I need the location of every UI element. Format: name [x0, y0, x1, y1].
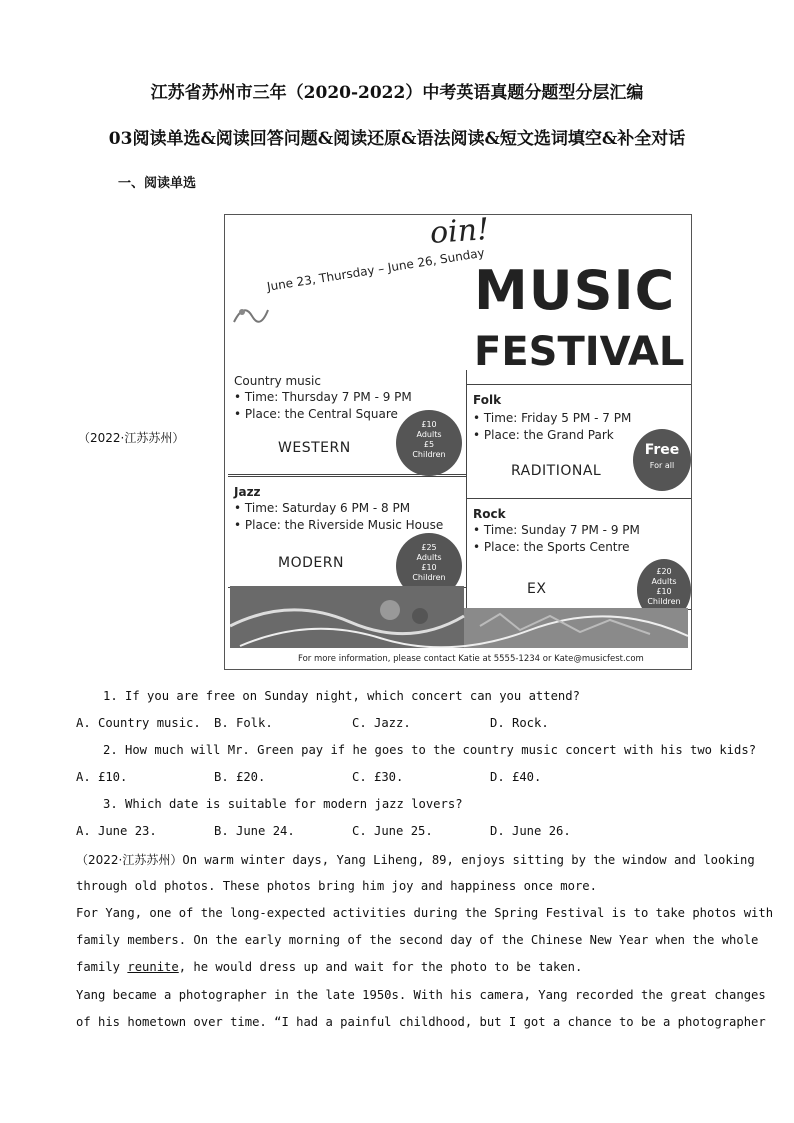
passage-line-7: of his hometown over time. “I had a painful childhood, but I got a chance to be a photographer [76, 1015, 766, 1029]
folk-time: • Time: Friday 5 PM - 7 PM [473, 411, 632, 425]
q1-option-d: D. Rock. [490, 716, 549, 730]
q1-option-b: B. Folk. [214, 716, 273, 730]
section-heading: 一、阅读单选 [118, 176, 197, 191]
q2-option-b: B. £20. [214, 770, 266, 784]
jazz-place: • Place: the Riverside Music House [234, 518, 444, 532]
poster-title-festival: FESTIVAL [474, 329, 685, 375]
free-label: For all [649, 461, 675, 470]
q3-option-a: A. June 23. [76, 824, 157, 838]
question-1-stem: 1. If you are free on Sunday night, which concert can you attend? [103, 689, 580, 703]
country-genre: Country music [234, 374, 321, 388]
document-subtitle: 03阅读单选&阅读回答问题&阅读还原&语法阅读&短文选词填空&补全对话 [108, 129, 686, 149]
passage-line-4: family members. On the early morning of the second day of the Chinese New Year when the whole [76, 933, 759, 947]
poster-contact: For more information, please contact Katie at 5555-1234 or Kate@musicfest.com [298, 654, 644, 664]
price-adult-label: Adults [651, 577, 677, 586]
free-text: Free [644, 442, 680, 458]
country-music-box [228, 370, 467, 475]
jazz-tag: MODERN [278, 555, 344, 571]
country-tag: WESTERN [278, 440, 351, 456]
question-source: （2022·江苏苏州） [78, 431, 185, 445]
price-adult-label: Adults [416, 430, 442, 439]
price-child-label: Children [647, 597, 681, 606]
passage-line-5 [76, 960, 582, 974]
q1-option-c: C. Jazz. [352, 716, 411, 730]
passage-line-6: Yang became a photographer in the late 1950s. With his camera, Yang recorded the great changes [76, 988, 766, 1002]
jazz-genre: Jazz [234, 485, 261, 499]
poster-join-text: oin! [428, 211, 491, 252]
rock-time: • Time: Sunday 7 PM - 9 PM [473, 523, 640, 537]
price-adult: £10 [421, 420, 437, 429]
price-child-label: Children [412, 573, 446, 582]
rock-tag: EX [527, 581, 547, 597]
passage-line-2: through old photos. These photos bring him joy and happiness once more. [76, 879, 597, 893]
music-festival-poster [224, 206, 694, 672]
folk-free-badge [633, 429, 691, 491]
q3-option-d: D. June 26. [490, 824, 571, 838]
rock-genre: Rock [473, 507, 506, 521]
q3-option-c: C. June 25. [352, 824, 433, 838]
q2-option-a: A. £10. [76, 770, 128, 784]
q2-option-c: C. £30. [352, 770, 404, 784]
rock-place: • Place: the Sports Centre [473, 540, 630, 554]
folk-box [466, 384, 691, 500]
price-adult: £25 [421, 543, 437, 552]
question-3-stem: 3. Which date is suitable for modern jazz lovers? [103, 797, 463, 811]
folk-tag: RADITIONAL [511, 463, 602, 479]
underlined-word: reunite [127, 960, 179, 974]
price-child: £10 [656, 587, 672, 596]
price-child-label: Children [412, 450, 446, 459]
jazz-box [228, 476, 467, 588]
q2-option-d: D. £40. [490, 770, 542, 784]
passage-line-3: For Yang, one of the long-expected activities during the Spring Festival is to take photos with [76, 906, 774, 920]
passage-text: , he would dress up and wait for the photo to be taken. [178, 960, 583, 974]
price-child: £10 [421, 563, 437, 572]
price-adult-label: Adults [416, 553, 442, 562]
country-price-badge [396, 410, 462, 476]
document-title: 江苏省苏州市三年（2020-2022）中考英语真题分题型分层汇编 [150, 83, 644, 103]
passage-source: （2022·江苏苏州） [76, 853, 183, 867]
country-time: • Time: Thursday 7 PM - 9 PM [234, 390, 412, 404]
q3-option-b: B. June 24. [214, 824, 295, 838]
poster-dates: June 23, Thursday – June 26, Sunday [266, 245, 486, 294]
price-adult: £20 [656, 567, 672, 576]
folk-place: • Place: the Grand Park [473, 428, 614, 442]
country-place: • Place: the Central Square [234, 407, 398, 421]
folk-genre: Folk [473, 393, 502, 407]
decoration-icon [230, 292, 270, 332]
passage-text: family [76, 960, 128, 974]
passage-text: On warm winter days, Yang Liheng, 89, enjoys sitting by the window and looking [182, 853, 755, 867]
jazz-time: • Time: Saturday 6 PM - 8 PM [234, 501, 411, 515]
question-2-stem: 2. How much will Mr. Green pay if he goes to the country music concert with his two kids? [103, 743, 757, 757]
poster-title-music: MUSIC [474, 259, 676, 322]
price-child: £5 [423, 440, 435, 449]
q1-option-a: A. Country music. [76, 716, 201, 730]
crowd-photo [230, 586, 688, 648]
passage-line-1 [76, 851, 755, 868]
